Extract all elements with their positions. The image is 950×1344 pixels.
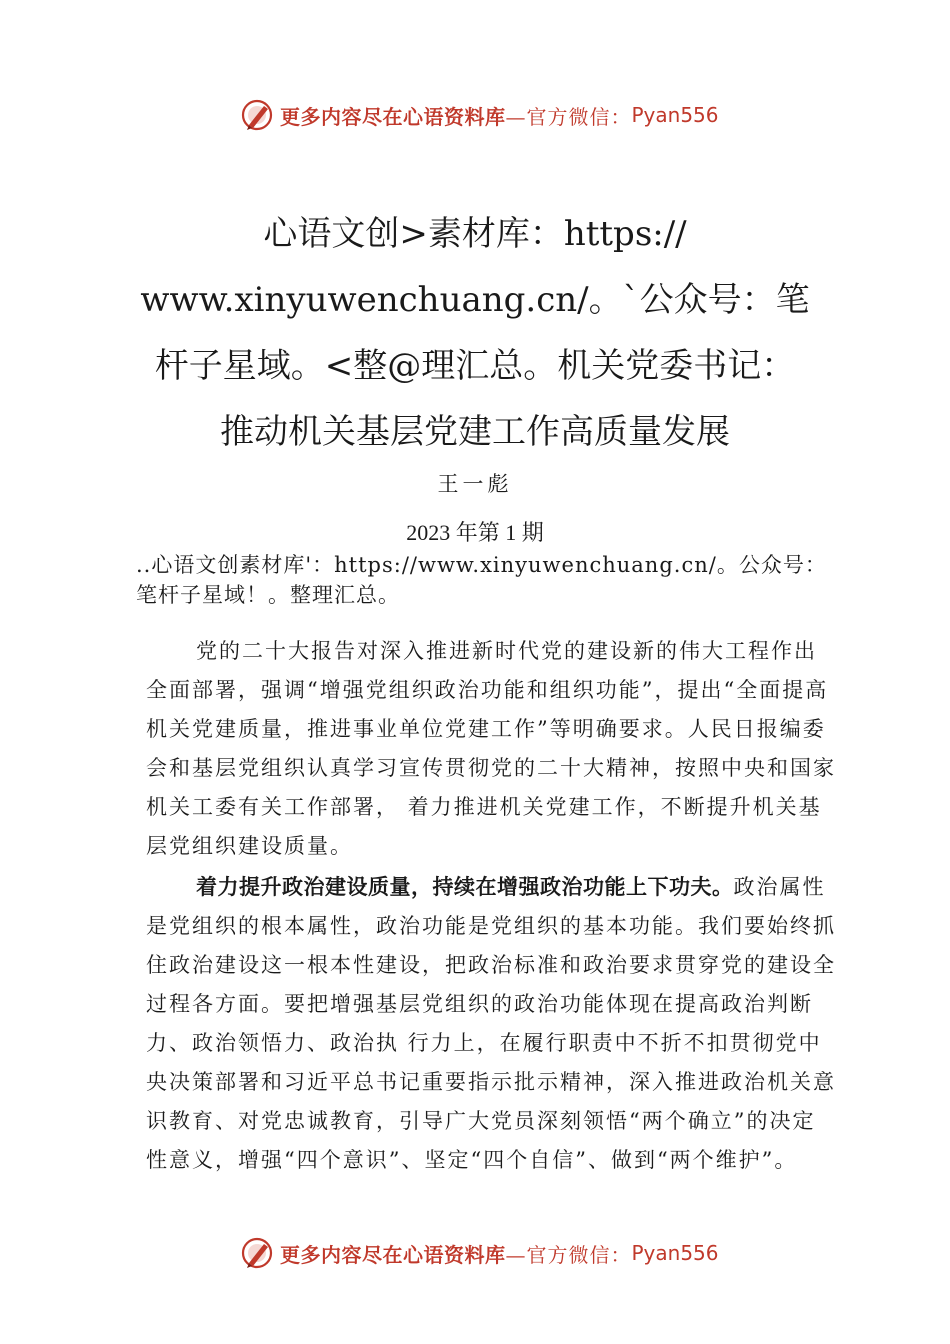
title-line-4: 推动机关基层党建工作高质量发展 xyxy=(220,412,730,452)
banner-wechat-label: —官方微信： xyxy=(505,1242,632,1267)
body-paragraph-1: 党的二十大报告对深入推进新时代党的建设新的伟大工程作出全面部署，强调“增强党组织政治功能和组织功能”，提出“全面提高机关党建质量，推进事业单位党建工作”等明确要求。人民日报编委会和基层党组织认真学习宣传贯彻党的二十大精神，按照中央和国家机关工委有关工作部署， 着力推进机关党建工作，不断提升机关基层党组织建设质量。 xyxy=(146,639,836,858)
pen-seal-logo-icon xyxy=(240,1236,274,1270)
footer-banner xyxy=(240,1233,719,1273)
header-banner xyxy=(240,95,719,135)
author: 王一彪 xyxy=(437,472,513,496)
banner-wechat-id: Pyan556 xyxy=(631,103,719,127)
paragraph-text: 政治属性是党组织的根本属性，政治功能是党组织的基本功能。我们要始终抓住政治建设这一根本性建设，把政治标准和政治要求贯穿党的建设全过程各方面。要把增强基层党组织的政治功能体现在提高政治判断力、政治领悟力、政治执 行力上，在履行职责中不折不扣贯彻党中央决策部署和习近平总书记重要指示批示精神，深入推进政治机关意识教育、对党忠诚教育，引导广大党员深刻领悟“两个确立”的决定 性意义，增强“四个意识”、坚定“四个自信”、做到“两个维护”。 xyxy=(146,875,836,1172)
title-line-2: www.xinyuwenchuang.cn/。`公众号：笔 xyxy=(140,280,810,320)
source-note: ..心语文创素材库'：https://www.xinyuwenchuang.cn/。公众号：笔杆子星域！。整理汇总。 xyxy=(136,553,827,607)
banner-brand: 更多内容尽在心语资料库 xyxy=(280,104,506,129)
pen-seal-logo-icon xyxy=(240,98,274,132)
issue-number: 2023 年第 1 期 xyxy=(406,520,544,545)
title-line-1: 心语文创>素材库：https:// xyxy=(263,214,687,254)
title-line-3: 杆子星域。<整@理汇总。机关党委书记： xyxy=(154,346,796,386)
paragraph-heading: 着力提升政治建设质量，持续在增强政治功能上下功夫。 xyxy=(196,875,734,899)
body-paragraph-2 xyxy=(146,868,836,1180)
banner-brand: 更多内容尽在心语资料库 xyxy=(280,1242,506,1267)
banner-wechat-label: —官方微信： xyxy=(505,104,632,129)
banner-wechat-id: Pyan556 xyxy=(631,1241,719,1265)
